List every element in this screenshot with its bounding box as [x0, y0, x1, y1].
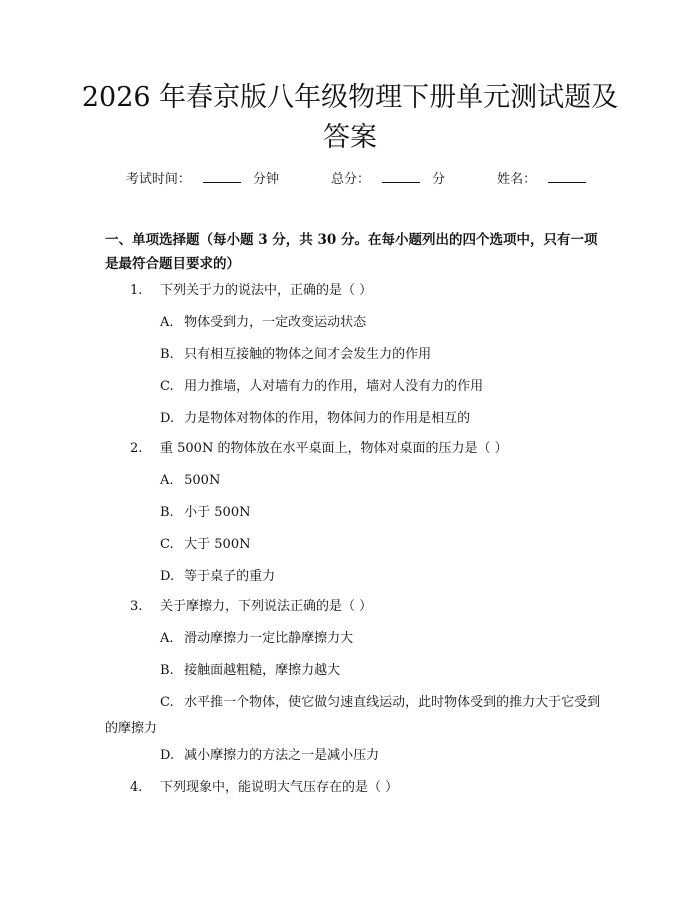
q1-option-b: B. 只有相互接触的物体之间才会发生力的作用 — [160, 347, 432, 362]
question-text: 下列现象中，能说明大气压存在的是（ ） — [160, 780, 399, 795]
question-4 — [130, 778, 398, 798]
exam-meta — [0, 168, 700, 190]
name-blank — [548, 168, 586, 183]
q3-option-c: C. 水平推一个物体，使它做匀速直线运动，此时物体受到的推力大于它受到的摩擦力 — [105, 695, 601, 736]
q1-option-c: C. 用力推墙，人对墙有力的作用，墙对人没有力的作用 — [160, 379, 484, 394]
document-title — [60, 78, 640, 158]
exam-time: 考试时间： 分钟 — [114, 168, 291, 190]
q1-option-a: A. 物体受到力，一定改变运动状态 — [160, 315, 367, 330]
q2-option-b: B. 小于 500N — [160, 505, 251, 520]
q3-option-b: B. 接触面越粗糙，摩擦力越大 — [160, 663, 341, 678]
q2-option-d: D. 等于桌子的重力 — [160, 569, 276, 584]
score-blank — [382, 168, 420, 183]
q3-option-d: D. 减小摩擦力的方法之一是减小压力 — [160, 748, 380, 763]
title-line-2: 答案 — [323, 122, 377, 153]
q1-option-d: D. 力是物体对物体的作用，物体间力的作用是相互的 — [160, 411, 471, 426]
question-number: 4. — [130, 780, 143, 795]
question-text: 下列关于力的说法中，正确的是（ ） — [160, 283, 373, 298]
q3-option-a: A. 滑动摩擦力一定比静摩擦力大 — [160, 631, 354, 646]
exam-name: 姓名： — [485, 168, 586, 190]
question-text: 关于摩擦力，下列说法正确的是（ ） — [160, 599, 373, 614]
time-blank — [203, 168, 241, 183]
exam-score: 总分： 分 — [319, 168, 457, 190]
q2-option-c: C. 大于 500N — [160, 537, 251, 552]
question-2 — [130, 439, 508, 459]
question-3 — [130, 597, 372, 617]
q2-option-a: A. 500N — [160, 473, 221, 488]
question-number: 2. — [130, 441, 143, 456]
section-heading: 一、单项选择题（每小题 3 分，共 30 分。在每小题列出的四个选项中，只有一项是最符合题目要求的） — [105, 232, 598, 272]
title-line-1: 2026 年春京版八年级物理下册单元测试题及 — [81, 82, 619, 113]
question-1 — [130, 281, 372, 301]
question-number: 1. — [130, 283, 143, 298]
question-text: 重 500N 的物体放在水平桌面上，物体对桌面的压力是（ ） — [160, 441, 508, 456]
question-number: 3. — [130, 599, 143, 614]
